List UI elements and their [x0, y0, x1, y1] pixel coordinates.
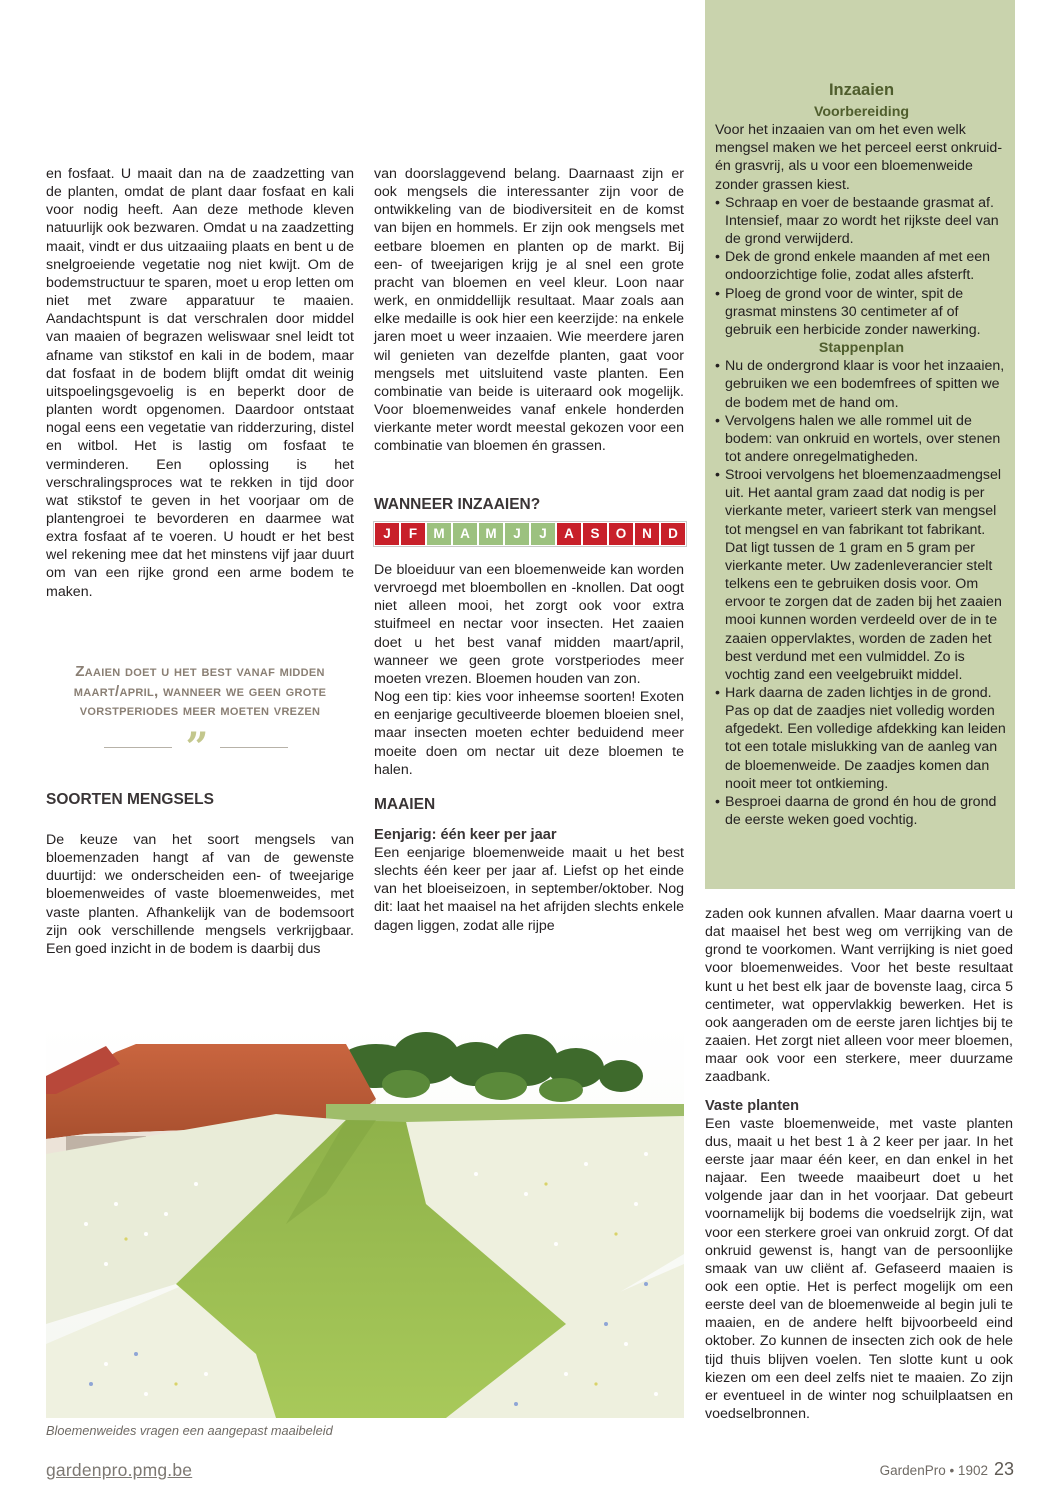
calendar-month: N [635, 523, 661, 545]
calendar-month: A [453, 523, 479, 545]
magazine-issue: GardenPro • 1902 [879, 1463, 988, 1478]
bullet-icon: • [715, 194, 720, 211]
quote-mark-icon: ” [185, 724, 209, 771]
calendar-month: J [531, 523, 557, 545]
heading-soorten-mengsels: SOORTEN MENGSELS [46, 791, 214, 808]
column-2-paragraph-2: De bloeiduur van een bloemenweide kan worden vervroegd met bloembollen en -knollen. Dat oogt niet alleen mooi, het zorgt ook voor extra stuifmeel en nectar voor insecten. Het zaaien doet u het best vanaf midden maart/april, wanneer we geen grote vorstperiodes meer moeten vrezen. Bloemen houden van zon. [374, 562, 684, 687]
calendar-month: M [479, 523, 505, 545]
column-3 [705, 905, 1013, 1423]
sidebar-content [715, 80, 1008, 829]
step-item: • Strooi vervolgens het bloemenzaadmengsel uit. Het aantal gram zaad dat nodig is per vierkante meter, varieert sterk van mengsel tot mengsel en van fabrikant tot fabrikant. Dat ligt tussen de 1 gram en 5 gram per vierkante meter. Uw zadenleverancier stelt telkens een te gebruiken dosis voor. Om ervoor te zorgen dat de zaden bij het zaaien mooi kunnen worden verdeeld over de in te zaaien oppervlaktes, worden de zaden het best verdund met een vulmiddel. Zo is vochtig zand een veelgebruikt middel. [715, 467, 1002, 683]
sidebar-title: Inzaaien [828, 81, 895, 99]
step-list [715, 357, 1008, 829]
subheading-eenjarig: Eenjarig: één keer per jaar [374, 826, 557, 843]
column-3-paragraph-1: zaden ook kunnen afvallen. Maar daarna voert u dat maaisel het best weg om verrijking van de grond te voorkomen. Want verrijking is niet goed voor bloemenweides. Voor het beste resultaat kunt u het best elk jaar de bovenste laag, circa 5 centimeter, wat oppervlakkig bewerken. Het is ook aangeraden om de eerste jaren lichtjes bij te zaaien. Het zorgt niet alleen voor meer bloemen, maar ook voor een sterkere, meer duurzame zaadbank. [705, 906, 1013, 1086]
sowing-calendar [374, 522, 686, 546]
prep-item: • Dek de grond enkele maanden af met een ondoorzichtige folie, zodat alles afsterft. [715, 249, 991, 284]
column-2-paragraph-3: Nog een tip: kies voor inheemse soorten! Exoten en eenjarige gecultiveerde bloemen bloeien snel, maar insecten moeten echter beduidend meer moeite doen om nectar uit deze bloemen te halen. [374, 689, 684, 778]
sidebar-intro: Voor het inzaaien van om het even welk mengsel maken we het perceel eerst onkruid- én grasvrij, als u voor een bloemenweide zonder grassen kiest. [715, 122, 1003, 193]
bullet-icon: • [715, 285, 720, 302]
bullet-icon: • [715, 685, 720, 701]
sidebar-sub-stappenplan: Stappenplan [818, 340, 905, 357]
page-footer [880, 1459, 1014, 1480]
website-link[interactable]: gardenpro.pmg.be [46, 1460, 193, 1480]
quote-rule-left [104, 747, 172, 748]
heading-maaien: MAAIEN [374, 795, 436, 813]
column-1-paragraph-1: en fosfaat. U maait dan na de zaadzetting van de planten, omdat de plant daar fosfaat en kali voor nodig heeft. Aan deze methode kleven natuurlijk ook bezwaren. Omdat u na zaadzetting maait, vindt er dus uitzaaiing plaats en bent u de snelgroeiende vegetatie nog niet kwijt. Om de bodemstructuur te sparen, moet u erop letten om niet met zware apparatuur te maaien. Aandachtspunt is dat verschralen door middel van maaien of begrazen weliswaar snel leidt tot afname van stikstof en kali in de bodem, maar dat fosfaat in de bodem blijft omdat dit weinig uitspoelingsgevoelig is en beperkt door de planten wordt opgenomen. Daardoor ontstaat nogal eens een vegetatie van ridderzuring, distel en witbol. Het is lastig om fosfaat te verminderen. Een oplossing is het verschralingsproces wat te rekken in tijd door wat stikstof te geven in het voorjaar om de plantengroei te bevorderen en daarmee wat extra fosfaat af te voeren. U houdt er het best wel rekening mee dat het minstens vijf jaar duurt om van een rijke grond een arme bodem te maken. [46, 166, 354, 600]
column-1-bottom [46, 790, 354, 958]
calendar-month: M [427, 523, 453, 545]
column-3-paragraph-2: Een vaste bloemenweide, met vaste planten dus, maait u het best 1 à 2 keer per jaar. In het eerste jaar maar één keer, en dan enkel in het najaar. Een tweede maaibeurt doet u het volgende jaar dan in het voorjaar. Dat gebeurt voornamelijk bij bodems die voedselrijk zijn, wat voor een sterkere groei van onkruid zorgt. Of dat onkruid gewenst is, hangt van de persoonlijke smaak van uw cliënt af. Gefaseerd maaien is ook een optie. Het is perfect mogelijk om een eerste deel van de bloemenweide al begin juli te maaien, en de andere helft bijvoorbeeld eind oktober. Zo kunnen de insecten zich ook de hele tijd thuis blijven voelen. Ten slotte kunt u ook kiezen om een deel zelfs niet te maaien. Zo zijn er eventueel in de winter nog schuilplaatsen en voedselbronnen. [705, 1115, 1013, 1423]
calendar-month: O [609, 523, 635, 545]
calendar-month: D [661, 523, 685, 545]
prep-list [715, 194, 1008, 339]
quote-rule-right [220, 747, 288, 748]
bullet-icon: • [715, 249, 720, 266]
sidebar-sub-voorbereiding: Voorbereiding [813, 104, 910, 120]
bullet-icon: • [715, 467, 720, 484]
step-item: • Nu de ondergrond klaar is voor het inzaaien, gebruiken we een bodemfrees of spitten we de bodem met de hand om. [715, 358, 1005, 411]
column-2-paragraph-4: Een eenjarige bloemenweide maait u het best slechts één keer per jaar af. Liefst op het einde van het bloeiseizoen, in september/oktober. Nog dit: laat het maaisel na het afrijden slechts enkele dagen liggen, zodat alle rijpe [374, 844, 684, 934]
step-item: • Hark daarna de zaden lichtjes in de grond. Pas op dat de zaadjes niet volledig worden afgedekt. Een volledige afdekking kan leiden tot een totale mislukking van de aanleg van de bloemenweide. De zaadjes komen dan nooit meer tot ontkieming. [715, 685, 1006, 792]
calendar-month: A [557, 523, 583, 545]
column-2-bottom [374, 561, 684, 935]
step-item: • Besproei daarna de grond én hou de grond de eerste weken goed vochtig. [715, 793, 997, 829]
calendar-month: J [505, 523, 531, 545]
calendar-month: J [375, 523, 401, 545]
photo-caption: Bloemenweides vragen een aangepast maaibeleid [46, 1423, 333, 1438]
column-2-paragraph-1: van doorslaggevend belang. Daarnaast zijn er ook mengsels die interessanter zijn voor de ontwikkeling van de biodiversiteit en de komst van bijen en hommels. Er zijn ook mengsels met eetbare bloemen en planten op de markt. Bij een- of tweejarigen krijg je al snel een grote pracht van bloemen en veel kleur. Loon naar werk, en onmiddellijk resultaat. Maar zoals aan elke medaille is ook hier een keerzijde: na enkele jaren moet u weer inzaaien. Wie meerdere jaren wil genieten van dezelfde planten, gaat voor mengsels met uitsluitend vaste planten. Een combinatie van beide is uiteraard ook mogelijk. Voor bloemenweides vanaf enkele honderden vierkante meter wordt meestal gekozen voor een combinatie van bloemen én grassen. [374, 166, 684, 455]
bullet-icon: • [715, 793, 720, 810]
prep-item: • Ploeg de grond voor de winter, spit de grasmat minstens 30 centimeter af of gebruik een herbicide zonder nawerking. [715, 285, 981, 338]
subheading-vaste-planten: Vaste planten [705, 1097, 800, 1114]
bullet-icon: • [715, 358, 720, 375]
column-1-paragraph-2: De keuze van het soort mengsels van bloemenzaden hangt af van de gewenste duurtijd: we onderscheiden een- of tweejarige bloemenweides of vaste bloemenweides, met vaste planten. Afhankelijk van de bodemsoort zijn ook verschillende mengsels verkrijgbaar. Een goed inzicht in de bodem is daarbij dus [46, 832, 354, 957]
bullet-icon: • [715, 412, 720, 429]
pull-quote-ornament [104, 724, 288, 771]
step-item: • Vervolgens halen we alle rommel uit de bodem: van onkruid en wortels, over stenen tot andere onregelmatigheden. [715, 412, 1001, 465]
page-number: 23 [993, 1459, 1014, 1479]
sidebar-inzaaien [705, 0, 1015, 889]
column-1-top [46, 165, 354, 601]
heading-wanneer-inzaaien: WANNEER INZAAIEN? [374, 496, 541, 513]
calendar-month: S [583, 523, 609, 545]
column-2-top [374, 165, 684, 456]
prep-item: • Schraap en voer de bestaande grasmat af. Intensief, maar zo wordt het rijkste deel van de grond verwijderd. [715, 194, 999, 248]
pull-quote: Zaaien doet u het best vanaf midden maart/april, wanneer we geen grote vorstperiodes meer moeten vrezen [73, 663, 327, 719]
meadow-photo [46, 1024, 684, 1418]
calendar-month: F [401, 523, 427, 545]
meadow-illustration [46, 1024, 684, 1418]
